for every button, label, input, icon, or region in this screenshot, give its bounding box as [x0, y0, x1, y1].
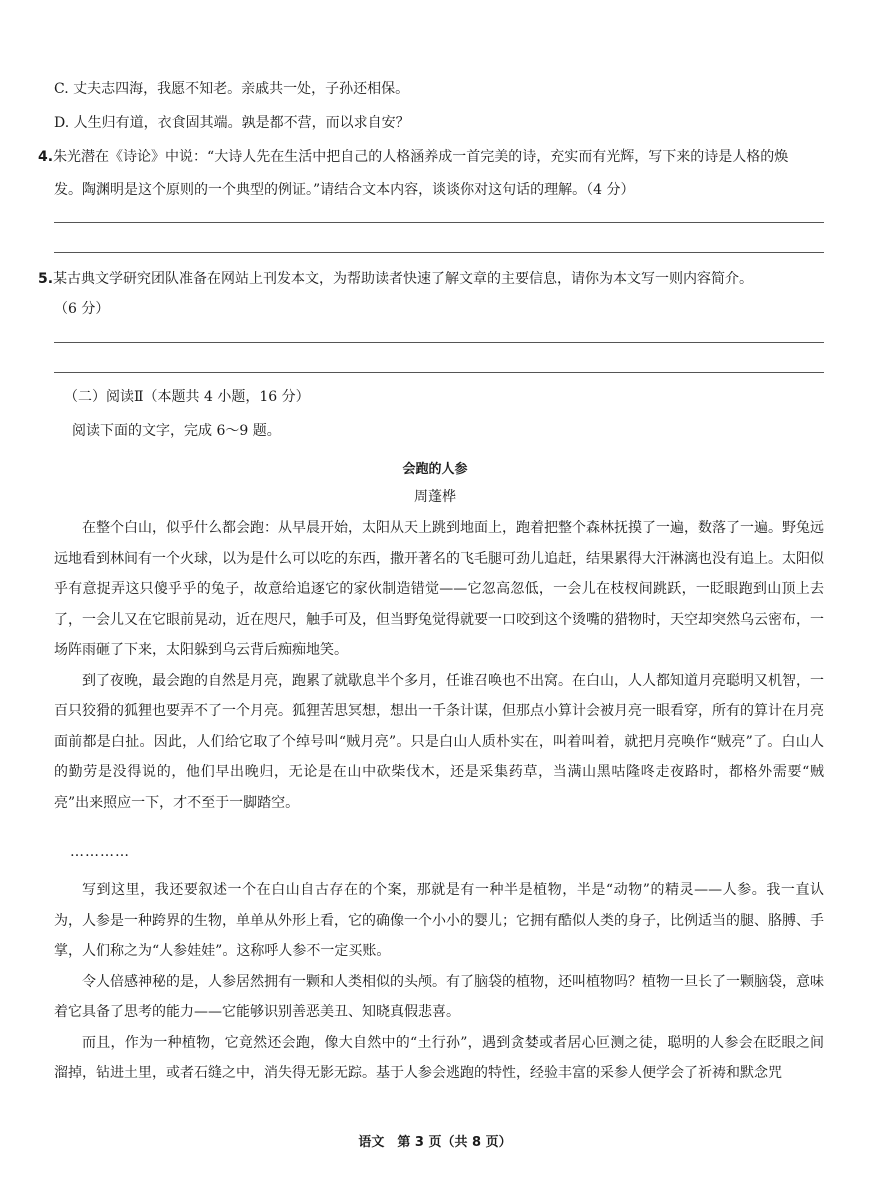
ellipsis: …………	[70, 844, 130, 860]
article-author: 周蓬桦	[414, 489, 456, 505]
article-title: 会跑的人参	[402, 462, 468, 477]
paragraph: 令人倍感神秘的是，人参居然拥有一颗和人类相似的头颅。有了脑袋的植物，还叫植物吗？植物一旦长了一颗脑袋，意味着它具备了思考的能力——它能够识别善恶美丑、知晓真假悲喜。	[54, 973, 824, 1020]
paragraph: 写到这里，我还要叙述一个在白山自古存在的个案，那就是有一种半是植物，半是“动物”的精灵——人参。我一直认为，人参是一种跨界的生物，单单从外形上看，它的确像一个小小的婴儿；它拥有酷似人类的身子，比例适当的腿、胳膊、手掌，人们称之为“人参娃娃”。这称呼人参不一定买账。	[54, 882, 824, 959]
paragraph: 在整个白山，似乎什么都会跑：从早晨开始，太阳从天上跳到地面上，跑着把整个森林抚摸了一遍，数落了一遍。野兔远远地看到林间有一个火球，以为是什么可以吃的东西，撒开著名的飞毛腿可劲儿追赶，结果累得大汗淋漓也没有追上。太阳似乎有意捉弄这只傻乎乎的兔子，故意给追逐它的家伙制造错觉——它忽高忽低，一会儿在枝杈间跳跃，一眨眼跑到山顶上去了，一会儿又在它眼前晃动，近在咫尺，触手可及，但当野兔觉得就要一口咬到这个烫嘴的猎物时，天空却突然乌云密布，一场阵雨砸了下来，太阳躲到乌云背后痴痴地笑。	[54, 520, 824, 658]
article-body-part2	[54, 875, 824, 1089]
page-footer: 语文 第 3 页（共 8 页）	[358, 1135, 512, 1150]
answer-line	[54, 252, 824, 253]
option-c: C. 丈夫志四海，我愿不知老。亲戚共一处，子孙还相保。	[54, 81, 410, 97]
question-5-line1: 某古典文学研究团队准备在网站上刊发本文，为帮助读者快速了解文章的主要信息，请你为本文写一则内容简介。	[53, 271, 754, 287]
section-instruction: 阅读下面的文字，完成 6～9 题。	[72, 423, 281, 439]
answer-line	[54, 342, 824, 343]
question-number: 4.	[38, 149, 54, 165]
question-4-line1: 朱光潜在《诗论》中说：“大诗人先在生活中把自己的人格涵养成一首完美的诗，充实而有光辉，写下来的诗是人格的焕	[53, 149, 789, 165]
question-4	[38, 147, 788, 167]
answer-line	[54, 222, 824, 223]
article-body-part1	[54, 513, 824, 818]
section-heading: （二）阅读Ⅱ（本题共 4 小题，16 分）	[64, 389, 310, 405]
answer-line	[54, 372, 824, 373]
paragraph: 到了夜晚，最会跑的自然是月亮，跑累了就歇息半个多月，任谁召唤也不出窝。在白山，人人都知道月亮聪明又机智，一百只狡猾的狐狸也要弄不了一个月亮。狐狸苦思冥想，想出一千条计谋，但那点小算计会被月亮一眼看穿，所有的算计在月亮面前都是白扯。因此，人们给它取了个绰号叫“贼月亮”。只是白山人质朴实在，叫着叫着，就把月亮唤作“贼亮”了。白山人的勤劳是没得说的，他们早出晚归，无论是在山中砍柴伐木，还是采集药草，当满山黑咕隆咚走夜路时，都格外需要“贼亮”出来照应一下，才不至于一脚踏空。	[54, 672, 824, 811]
question-number: 5.	[38, 271, 54, 287]
question-5-line2: （6 分）	[54, 301, 110, 317]
question-4-line2: 发。陶渊明是这个原则的一个典型的例证。”请结合文本内容，谈谈你对这句话的理解。（4 分）	[54, 182, 635, 198]
option-d: D. 人生归有道，衣食固其端。孰是都不营，而以求自安？	[54, 115, 410, 131]
question-5	[38, 269, 753, 289]
paragraph: 而且，作为一种植物，它竟然还会跑，像大自然中的“土行孙”，遇到贪婪或者居心叵测之徒，聪明的人参会在眨眼之间溜掉，钻进土里，或者石缝之中，消失得无影无踪。基于人参会逃跑的特性，经验丰富的采参人便学会了祈祷和默念咒	[54, 1034, 824, 1081]
